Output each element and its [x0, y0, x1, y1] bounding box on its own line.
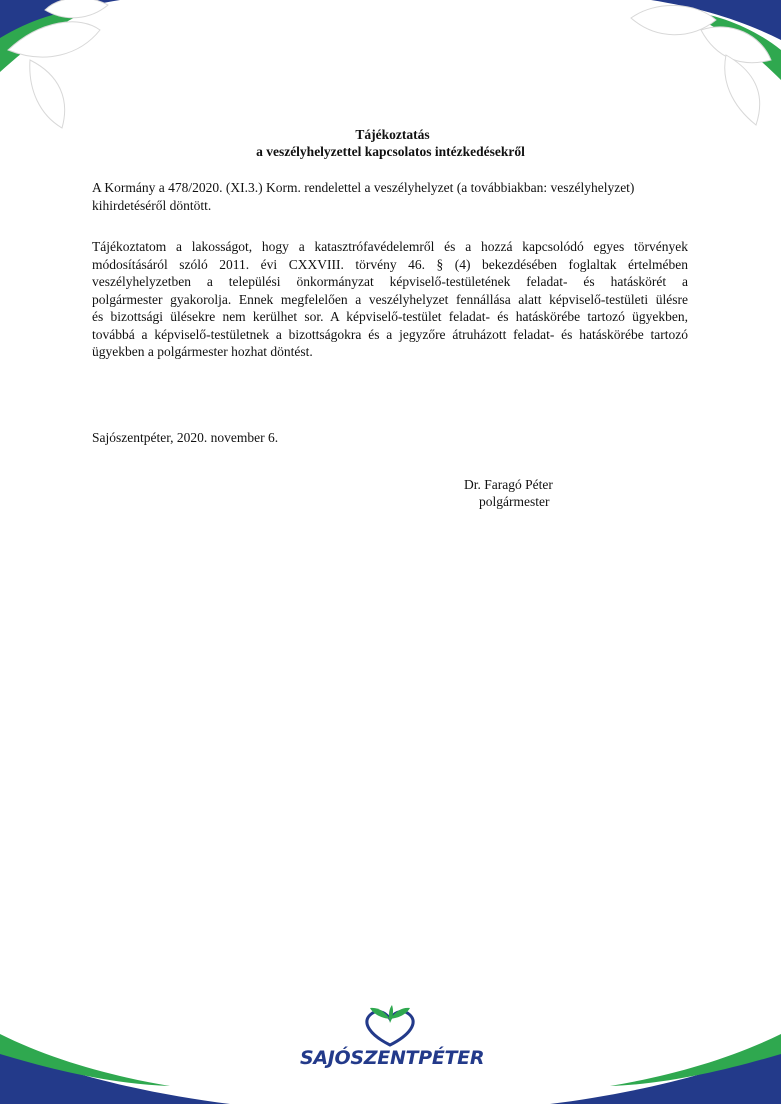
title-line-1: Tájékoztatás [355, 127, 430, 142]
text-line: veszélyhelyzetben a települési önkormányzat képviselő-testületének feladat- és hatáskörét a [92, 274, 688, 289]
date-line: Sajószentpéter, 2020. november 6. [92, 430, 279, 445]
text-line: polgármester gyakorolja. Ennek megfelelően a veszélyhelyzet fennállása alatt képviselő-testületi ülésre [92, 291, 688, 307]
sajoszentpeter-logo [300, 1005, 485, 1095]
paragraph-intro [92, 179, 688, 214]
text-line: kihirdetéséről döntött. [92, 197, 212, 213]
paragraph-body [92, 238, 688, 361]
signature-name: Dr. Faragó Péter [464, 477, 553, 492]
text-line: ügyekben a polgármester hozhat döntést. [92, 344, 313, 359]
signature-role: polgármester [479, 494, 550, 509]
text-line: és bizottsági ülésekre nem kerülhet sor. A képviselő-testület feladat- és hatáskörébe tartozó ügyekben, [92, 309, 688, 324]
text-line: A Kormány a 478/2020. (XI.3.) Korm. rendelettel a veszélyhelyzet (a továbbiakban: veszélyhelyzet) [92, 180, 635, 195]
heart-leaf-icon [300, 1005, 480, 1050]
signature-block [464, 476, 553, 510]
text-line: Tájékoztatom a lakosságot, hogy a katasztrófavédelemről és a hozzá kapcsolódó egyes törvények [92, 239, 688, 254]
text-line: módosításáról szóló 2011. évi CXXVIII. törvény 46. § (4) bekezdésében foglaltak értelmében [92, 256, 688, 272]
text-line: továbbá a képviselő-testületnek a bizottságokra és a jegyzőre átruházott feladat- és hatáskörébe tartozó [92, 326, 688, 342]
leaf-corner-right-icon [621, 0, 781, 135]
title-line-2: a veszélyhelyzettel kapcsolatos intézkedésekről [256, 144, 525, 159]
document-title [0, 126, 781, 160]
leaf-corner-left-icon [0, 0, 120, 135]
logo-text: SAJÓSZENTPÉTER [300, 1047, 485, 1069]
